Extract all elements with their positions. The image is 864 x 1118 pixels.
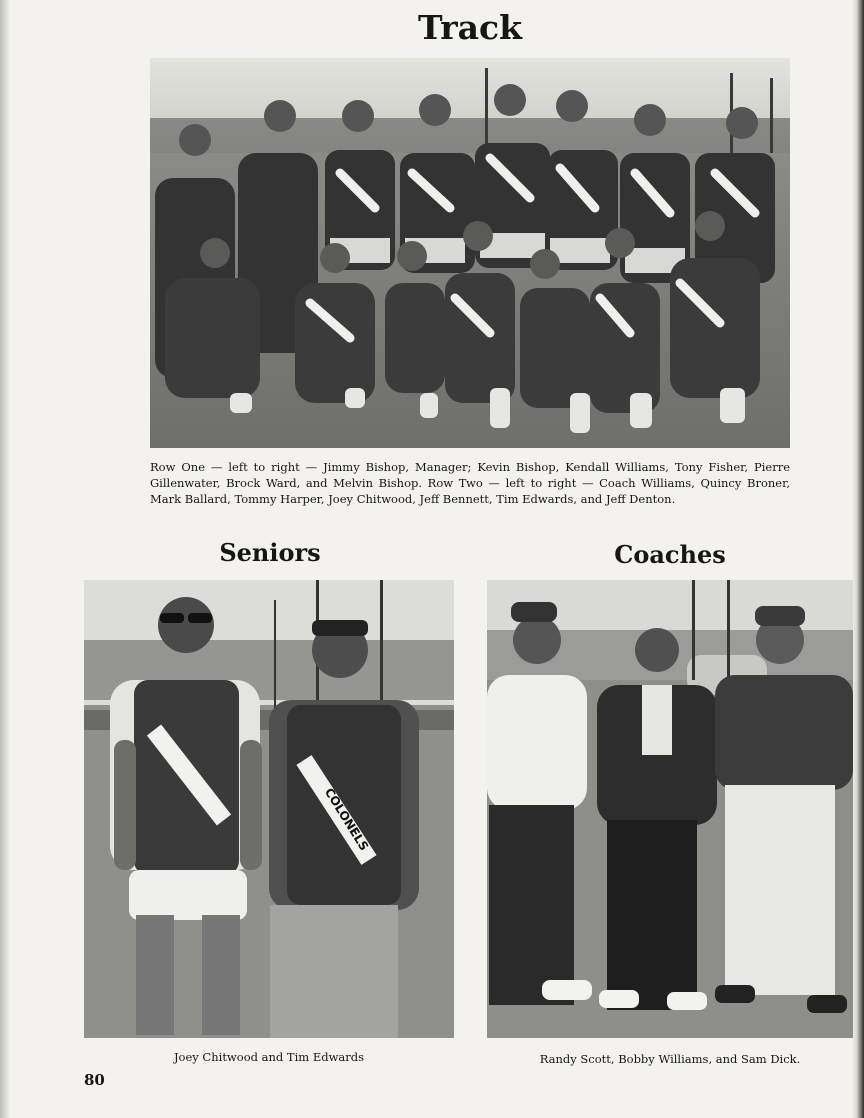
coaches-photo <box>487 580 853 1038</box>
track-section-title: Track <box>418 8 522 47</box>
seniors-photo <box>84 580 454 1038</box>
coaches-caption: Randy Scott, Bobby Williams, and Sam Dick. <box>539 1052 801 1066</box>
page-number: 80 <box>84 1071 105 1089</box>
page-edge-right <box>852 0 864 1118</box>
page-edge-left <box>0 0 10 1118</box>
track-team-caption: Row One — left to right — Jimmy Bishop, Manager; Kevin Bishop, Kendall Williams, Tony Fisher, Pierre Gillenwater, Brock Ward, and Melvin Bishop. Row Two — left to right — Coach Williams, Quincy Broner, Mark Ballard, Tommy Harper, Joey Chitwood, Jeff Bennett, Tim Edwards, and Jeff Denton. <box>150 460 790 506</box>
coaches-section-title: Coaches <box>614 540 726 569</box>
seniors-caption: Joey Chitwood and Tim Edwards <box>173 1050 365 1064</box>
jersey-label: COLONELS <box>321 785 372 854</box>
seniors-section-title: Seniors <box>219 538 321 567</box>
track-team-photo <box>150 58 790 448</box>
